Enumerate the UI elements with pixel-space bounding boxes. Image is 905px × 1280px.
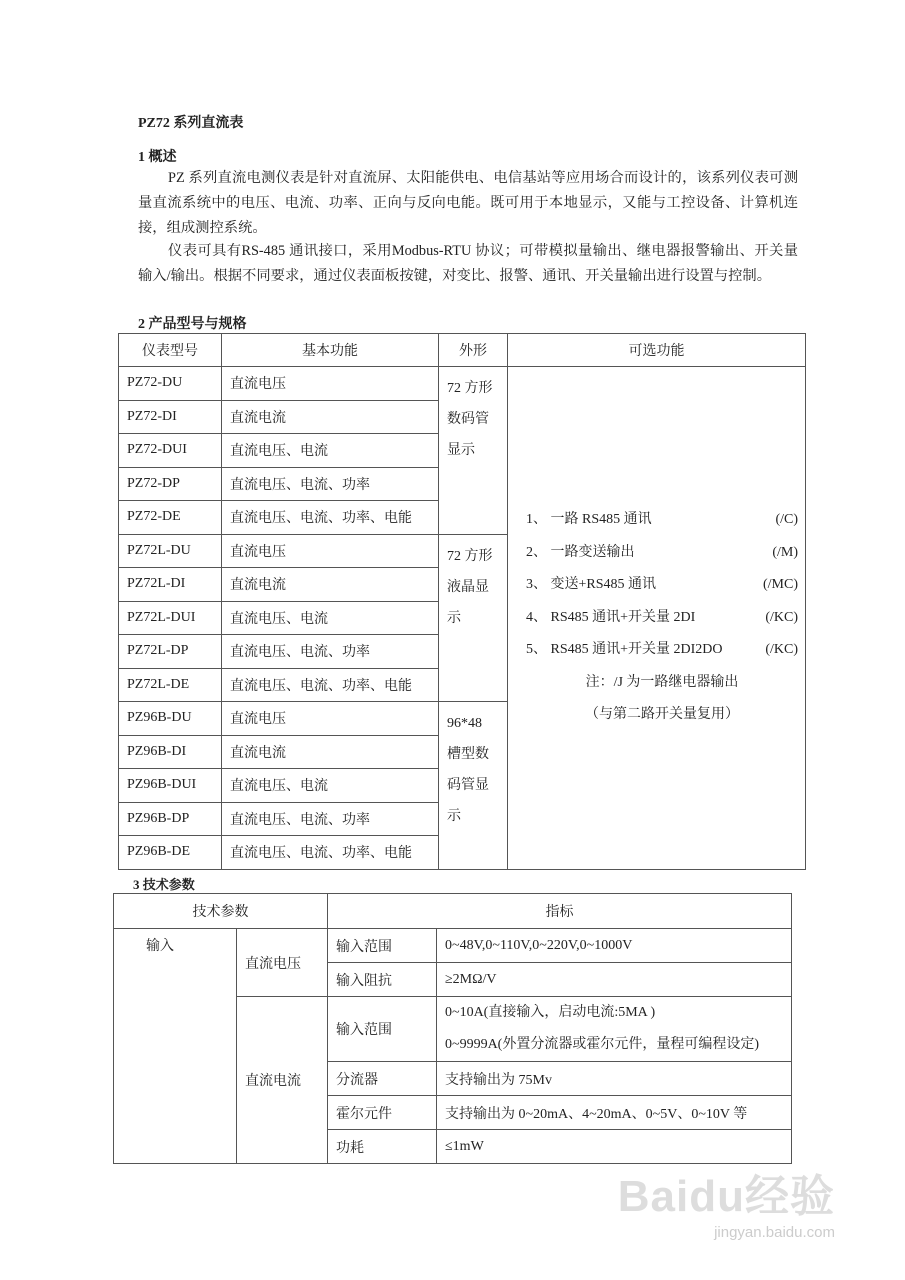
option-text: 3、 变送+RS485 通讯 bbox=[526, 577, 657, 592]
header-cell: 指标 bbox=[328, 894, 792, 929]
paragraph: 仪表可具有RS-485 通讯接口，采用Modbus-RTU 协议；可带模拟量输出、继电器报警输出、开关量输入/输出。根据不同要求，通过仪表面板按键，对变比、报警、通讯、开关量输出进行设置与控制。 bbox=[138, 243, 798, 284]
section-1-heading: 1 概述 bbox=[138, 150, 177, 165]
watermark-brand: Baidu经验 bbox=[617, 1172, 835, 1221]
option-item bbox=[526, 537, 798, 570]
param-value: 0~48V,0~110V,0~220V,0~1000V bbox=[437, 929, 792, 963]
option-text: 2、 一路变送输出 bbox=[526, 544, 635, 560]
model-cell: PZ96B-DI bbox=[119, 735, 222, 769]
section-3-heading: 3 技术参数 bbox=[133, 877, 195, 892]
option-code: (/C) bbox=[775, 512, 798, 527]
option-item bbox=[526, 569, 798, 602]
section-2-heading: 2 产品型号与规格 bbox=[138, 317, 247, 332]
function-cell: 直流电压、电流 bbox=[222, 601, 439, 635]
header-cell: 可选功能 bbox=[508, 334, 806, 367]
tech-params-table bbox=[113, 893, 792, 1164]
options-list bbox=[526, 504, 805, 732]
model-cell: PZ72-DE bbox=[119, 501, 222, 535]
model-cell: PZ96B-DE bbox=[119, 836, 222, 870]
param-value: 支持输出为 75Mv bbox=[437, 1062, 792, 1096]
paragraph: PZ 系列直流电测仪表是针对直流屏、太阳能供电、电信基站等应用场合而设计的，该系列仪表可测量直流系统中的电压、电流、功率、正向与反向电能。既可用于本地显示，又能与工控设备、计算机连接，组成测控系统。 bbox=[138, 170, 798, 236]
header-cell: 仪表型号 bbox=[119, 334, 222, 367]
shape-cell: 96*48 槽型数码管显示 bbox=[439, 702, 508, 870]
param-value: 支持输出为 0~20mA、4~20mA、0~5V、0~10V 等 bbox=[437, 1096, 792, 1130]
function-cell: 直流电压、电流、功率 bbox=[222, 635, 439, 669]
function-cell: 直流电压 bbox=[222, 367, 439, 401]
model-cell: PZ72-DP bbox=[119, 467, 222, 501]
model-cell: PZ96B-DP bbox=[119, 802, 222, 836]
option-item bbox=[526, 634, 798, 667]
function-cell: 直流电流 bbox=[222, 735, 439, 769]
function-cell: 直流电压、电流 bbox=[222, 434, 439, 468]
model-spec-table bbox=[118, 333, 806, 870]
option-code: (/M) bbox=[772, 544, 798, 560]
header-cell: 技术参数 bbox=[114, 894, 328, 929]
option-text: 4、 RS485 通讯+开关量 2DI bbox=[526, 609, 696, 625]
dc-voltage-cell: 直流电压 bbox=[237, 929, 328, 997]
param-value bbox=[437, 997, 792, 1062]
watermark-url: jingyan.baidu.com bbox=[714, 1224, 835, 1241]
model-cell: PZ96B-DUI bbox=[119, 769, 222, 803]
option-text: 1、 一路 RS485 通讯 bbox=[526, 512, 652, 527]
model-cell: PZ72-DU bbox=[119, 367, 222, 401]
model-cell: PZ72L-DE bbox=[119, 668, 222, 702]
param-name: 输入阻抗 bbox=[328, 963, 437, 997]
table-row bbox=[119, 367, 806, 401]
range-line: 0~10A(直接输入，启动电流:5MA ) bbox=[445, 1005, 656, 1020]
model-cell: PZ72L-DU bbox=[119, 534, 222, 568]
param-name: 功耗 bbox=[328, 1130, 437, 1164]
model-cell: PZ72L-DUI bbox=[119, 601, 222, 635]
function-cell: 直流电压、电流、功率 bbox=[222, 802, 439, 836]
option-code: (/MC) bbox=[763, 577, 798, 592]
dc-current-cell: 直流电流 bbox=[237, 997, 328, 1164]
param-name: 输入范围 bbox=[328, 929, 437, 963]
model-cell: PZ72L-DP bbox=[119, 635, 222, 669]
optional-functions-cell bbox=[508, 367, 806, 870]
baidu-watermark bbox=[618, 1160, 835, 1241]
doc-title: PZ72 系列直流表 bbox=[138, 116, 244, 131]
shape-cell: 72 方形液晶显示 bbox=[439, 534, 508, 702]
option-code: (/KC) bbox=[765, 609, 798, 625]
param-value: ≥2MΩ/V bbox=[437, 963, 792, 997]
param-name: 输入范围 bbox=[328, 997, 437, 1062]
function-cell: 直流电流 bbox=[222, 400, 439, 434]
model-cell: PZ72-DI bbox=[119, 400, 222, 434]
function-cell: 直流电流 bbox=[222, 568, 439, 602]
model-cell: PZ72L-DI bbox=[119, 568, 222, 602]
function-cell: 直流电压 bbox=[222, 534, 439, 568]
param-value: ≤1mW bbox=[437, 1130, 792, 1164]
option-code: (/KC) bbox=[765, 642, 798, 657]
input-cell: 输入 bbox=[114, 929, 237, 1164]
option-text: 5、 RS485 通讯+开关量 2DI2DO bbox=[526, 642, 723, 657]
param-name: 霍尔元件 bbox=[328, 1096, 437, 1130]
shape-cell: 72 方形数码管显示 bbox=[439, 367, 508, 535]
function-cell: 直流电压、电流 bbox=[222, 769, 439, 803]
function-cell: 直流电压、电流、功率、电能 bbox=[222, 501, 439, 535]
option-item bbox=[526, 504, 798, 537]
model-cell: PZ96B-DU bbox=[119, 702, 222, 736]
header-cell: 外形 bbox=[439, 334, 508, 367]
function-cell: 直流电压、电流、功率、电能 bbox=[222, 836, 439, 870]
function-cell: 直流电压、电流、功率 bbox=[222, 467, 439, 501]
range-line: 0~9999A(外置分流器或霍尔元件，量程可编程设定) bbox=[445, 1037, 760, 1052]
note: 注：/J 为一路继电器输出 bbox=[585, 674, 739, 690]
model-cell: PZ72-DUI bbox=[119, 434, 222, 468]
option-item bbox=[526, 602, 798, 635]
param-name: 分流器 bbox=[328, 1062, 437, 1096]
function-cell: 直流电压、电流、功率、电能 bbox=[222, 668, 439, 702]
note: （与第二路开关量复用） bbox=[585, 707, 739, 722]
header-cell: 基本功能 bbox=[222, 334, 439, 367]
function-cell: 直流电压 bbox=[222, 702, 439, 736]
